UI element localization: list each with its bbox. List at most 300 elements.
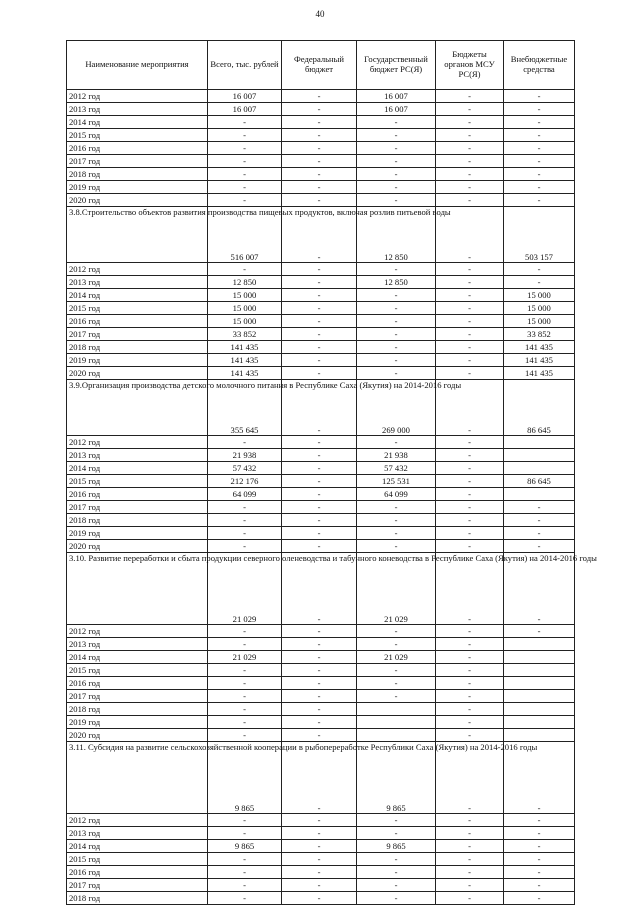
- year-row: [67, 690, 575, 703]
- cell-state: -: [357, 638, 436, 651]
- header-municipal-budget: Бюджеты органов МСУ РС(Я): [436, 41, 504, 90]
- cell-municipal: -: [436, 168, 504, 181]
- cell-state: -: [357, 142, 436, 155]
- cell-state: -: [357, 436, 436, 449]
- year-row: [67, 142, 575, 155]
- cell-extrabudgetary: -: [504, 142, 575, 155]
- cell-municipal: -: [436, 651, 504, 664]
- cell-extrabudgetary: 15 000: [504, 315, 575, 328]
- cell-extrabudgetary: [504, 716, 575, 729]
- cell-federal: -: [282, 488, 357, 501]
- cell-state: -: [357, 827, 436, 840]
- cell-total: -: [208, 436, 282, 449]
- cell-extrabudgetary: -: [504, 263, 575, 276]
- cell-state: -: [357, 263, 436, 276]
- cell-state: [357, 716, 436, 729]
- cell-total: -: [208, 866, 282, 879]
- cell-total: -: [208, 625, 282, 638]
- cell-extrabudgetary: [504, 488, 575, 501]
- year-row: [67, 168, 575, 181]
- year-row: [67, 103, 575, 116]
- cell-federal: -: [282, 155, 357, 168]
- year-row: [67, 462, 575, 475]
- cell-total: -: [208, 814, 282, 827]
- cell-municipal: -: [436, 540, 504, 553]
- cell-municipal: -: [436, 866, 504, 879]
- cell-federal: -: [282, 814, 357, 827]
- cell-federal: -: [282, 341, 357, 354]
- cell-extrabudgetary: -: [504, 540, 575, 553]
- cell-activity: 2017 год: [67, 501, 208, 514]
- cell-extrabudgetary: -: [504, 853, 575, 866]
- cell-municipal: -: [436, 207, 504, 263]
- cell-municipal: -: [436, 315, 504, 328]
- cell-federal: -: [282, 129, 357, 142]
- cell-municipal: -: [436, 514, 504, 527]
- cell-activity: 2015 год: [67, 129, 208, 142]
- cell-extrabudgetary: -: [504, 90, 575, 103]
- year-row: [67, 116, 575, 129]
- cell-federal: -: [282, 207, 357, 263]
- cell-federal: -: [282, 328, 357, 341]
- cell-municipal: -: [436, 194, 504, 207]
- year-row: [67, 840, 575, 853]
- year-row: [67, 341, 575, 354]
- cell-activity: 2013 год: [67, 103, 208, 116]
- cell-extrabudgetary: [504, 677, 575, 690]
- cell-federal: -: [282, 475, 357, 488]
- year-row: [67, 866, 575, 879]
- cell-federal: -: [282, 367, 357, 380]
- cell-federal: -: [282, 90, 357, 103]
- cell-activity: 2016 год: [67, 142, 208, 155]
- cell-municipal: -: [436, 690, 504, 703]
- cell-state: 16 007: [357, 103, 436, 116]
- cell-extrabudgetary: 141 435: [504, 341, 575, 354]
- cell-activity: 2018 год: [67, 514, 208, 527]
- year-row: [67, 625, 575, 638]
- cell-total: 15 000: [208, 315, 282, 328]
- cell-extrabudgetary: [504, 651, 575, 664]
- cell-state: -: [357, 690, 436, 703]
- cell-total: 141 435: [208, 367, 282, 380]
- cell-activity: 2018 год: [67, 703, 208, 716]
- year-row: [67, 827, 575, 840]
- cell-total: -: [208, 638, 282, 651]
- cell-state: -: [357, 514, 436, 527]
- cell-extrabudgetary: [504, 690, 575, 703]
- cell-total: 33 852: [208, 328, 282, 341]
- cell-state: 12 850: [357, 276, 436, 289]
- cell-activity: 2014 год: [67, 840, 208, 853]
- cell-extrabudgetary: -: [504, 194, 575, 207]
- cell-total: -: [208, 703, 282, 716]
- cell-extrabudgetary: -: [504, 879, 575, 892]
- cell-total: -: [208, 827, 282, 840]
- header-state-budget: Государственный бюджет РС(Я): [357, 41, 436, 90]
- cell-state: -: [357, 625, 436, 638]
- cell-municipal: -: [436, 181, 504, 194]
- cell-state: 9 865: [357, 840, 436, 853]
- year-row: [67, 716, 575, 729]
- cell-activity: 2013 год: [67, 449, 208, 462]
- cell-federal: -: [282, 716, 357, 729]
- cell-activity: 2017 год: [67, 690, 208, 703]
- cell-extrabudgetary: -: [504, 514, 575, 527]
- cell-state: -: [357, 155, 436, 168]
- cell-state: -: [357, 892, 436, 905]
- cell-federal: -: [282, 690, 357, 703]
- cell-federal: -: [282, 677, 357, 690]
- cell-total: 516 007: [208, 207, 282, 263]
- cell-activity: 2015 год: [67, 853, 208, 866]
- cell-state: -: [357, 866, 436, 879]
- cell-state: -: [357, 501, 436, 514]
- cell-total: -: [208, 879, 282, 892]
- cell-federal: -: [282, 553, 357, 625]
- cell-activity: 3.11. Субсидия на развитие сельскохозяйственной кооперации в рыбопереработке Республики Саха (Якутия) на 2014-2016 годы: [67, 742, 208, 814]
- cell-federal: -: [282, 116, 357, 129]
- cell-activity: 2020 год: [67, 729, 208, 742]
- cell-federal: -: [282, 866, 357, 879]
- cell-state: -: [357, 328, 436, 341]
- cell-extrabudgetary: 86 645: [504, 380, 575, 436]
- year-row: [67, 879, 575, 892]
- year-row: [67, 90, 575, 103]
- cell-federal: -: [282, 302, 357, 315]
- cell-federal: -: [282, 380, 357, 436]
- cell-state: -: [357, 677, 436, 690]
- cell-state: -: [357, 341, 436, 354]
- cell-activity: 2017 год: [67, 328, 208, 341]
- cell-total: 21 029: [208, 651, 282, 664]
- cell-state: -: [357, 116, 436, 129]
- cell-state: 12 850: [357, 207, 436, 263]
- cell-municipal: -: [436, 129, 504, 142]
- cell-federal: -: [282, 625, 357, 638]
- year-row: [67, 354, 575, 367]
- cell-total: -: [208, 514, 282, 527]
- cell-federal: -: [282, 436, 357, 449]
- cell-activity: 2018 год: [67, 341, 208, 354]
- cell-federal: -: [282, 289, 357, 302]
- cell-federal: -: [282, 142, 357, 155]
- year-row: [67, 892, 575, 905]
- cell-state: -: [357, 664, 436, 677]
- year-row: [67, 181, 575, 194]
- cell-extrabudgetary: 15 000: [504, 289, 575, 302]
- cell-state: -: [357, 354, 436, 367]
- page-number: 40: [315, 9, 325, 19]
- cell-total: -: [208, 892, 282, 905]
- cell-activity: 2012 год: [67, 625, 208, 638]
- cell-activity: 2019 год: [67, 354, 208, 367]
- cell-activity: 2020 год: [67, 540, 208, 553]
- year-row: [67, 276, 575, 289]
- cell-extrabudgetary: [504, 449, 575, 462]
- cell-municipal: -: [436, 664, 504, 677]
- cell-extrabudgetary: -: [504, 276, 575, 289]
- cell-federal: -: [282, 354, 357, 367]
- year-row: [67, 302, 575, 315]
- cell-activity: 2014 год: [67, 116, 208, 129]
- cell-state: -: [357, 302, 436, 315]
- year-row: [67, 367, 575, 380]
- cell-municipal: -: [436, 380, 504, 436]
- cell-total: -: [208, 690, 282, 703]
- cell-state: -: [357, 168, 436, 181]
- section-row: [67, 207, 575, 263]
- cell-activity: 2016 год: [67, 677, 208, 690]
- cell-total: -: [208, 716, 282, 729]
- cell-total: -: [208, 853, 282, 866]
- cell-activity: 2017 год: [67, 155, 208, 168]
- year-row: [67, 501, 575, 514]
- cell-activity: 3.9.Организация производства детского молочного питания в Республике Саха (Якутия) на 2014-2016 годы: [67, 380, 208, 436]
- cell-extrabudgetary: [504, 638, 575, 651]
- year-row: [67, 638, 575, 651]
- cell-federal: -: [282, 840, 357, 853]
- cell-activity: 2016 год: [67, 315, 208, 328]
- cell-extrabudgetary: [504, 462, 575, 475]
- cell-total: 16 007: [208, 103, 282, 116]
- cell-extrabudgetary: -: [504, 553, 575, 625]
- cell-activity: 2018 год: [67, 168, 208, 181]
- cell-extrabudgetary: -: [504, 181, 575, 194]
- cell-municipal: -: [436, 742, 504, 814]
- cell-total: 141 435: [208, 354, 282, 367]
- cell-municipal: -: [436, 501, 504, 514]
- cell-municipal: -: [436, 328, 504, 341]
- year-row: [67, 475, 575, 488]
- year-row: [67, 540, 575, 553]
- cell-extrabudgetary: -: [504, 840, 575, 853]
- cell-activity: 2013 год: [67, 638, 208, 651]
- cell-activity: 2014 год: [67, 289, 208, 302]
- cell-activity: 2019 год: [67, 716, 208, 729]
- header-extrabudgetary: Внебюджетные средства: [504, 41, 575, 90]
- year-row: [67, 263, 575, 276]
- cell-federal: -: [282, 315, 357, 328]
- cell-state: 9 865: [357, 742, 436, 814]
- table-header-row: [67, 41, 575, 90]
- section-row: [67, 380, 575, 436]
- cell-municipal: -: [436, 103, 504, 116]
- cell-state: [357, 729, 436, 742]
- cell-municipal: -: [436, 527, 504, 540]
- cell-activity: 2015 год: [67, 664, 208, 677]
- cell-activity: 2017 год: [67, 879, 208, 892]
- cell-state: [357, 703, 436, 716]
- cell-municipal: -: [436, 116, 504, 129]
- cell-total: 16 007: [208, 90, 282, 103]
- header-federal-budget: Федеральный бюджет: [282, 41, 357, 90]
- year-row: [67, 514, 575, 527]
- cell-total: -: [208, 194, 282, 207]
- cell-total: -: [208, 677, 282, 690]
- cell-federal: -: [282, 168, 357, 181]
- year-row: [67, 449, 575, 462]
- cell-state: -: [357, 129, 436, 142]
- cell-activity: 2019 год: [67, 527, 208, 540]
- cell-extrabudgetary: -: [504, 527, 575, 540]
- cell-state: -: [357, 540, 436, 553]
- cell-activity: 2012 год: [67, 90, 208, 103]
- cell-federal: -: [282, 703, 357, 716]
- cell-extrabudgetary: [504, 729, 575, 742]
- financing-table: [66, 40, 597, 905]
- cell-total: 141 435: [208, 341, 282, 354]
- cell-total: -: [208, 263, 282, 276]
- cell-extrabudgetary: 141 435: [504, 367, 575, 380]
- cell-federal: -: [282, 501, 357, 514]
- cell-municipal: -: [436, 625, 504, 638]
- cell-activity: 2020 год: [67, 194, 208, 207]
- cell-federal: -: [282, 651, 357, 664]
- cell-extrabudgetary: 141 435: [504, 354, 575, 367]
- cell-federal: -: [282, 879, 357, 892]
- cell-activity: 2016 год: [67, 488, 208, 501]
- cell-extrabudgetary: -: [504, 116, 575, 129]
- year-row: [67, 729, 575, 742]
- cell-state: -: [357, 879, 436, 892]
- cell-total: -: [208, 540, 282, 553]
- cell-total: 9 865: [208, 840, 282, 853]
- cell-municipal: -: [436, 142, 504, 155]
- cell-state: 21 938: [357, 449, 436, 462]
- cell-state: 16 007: [357, 90, 436, 103]
- cell-extrabudgetary: -: [504, 892, 575, 905]
- cell-extrabudgetary: [504, 664, 575, 677]
- year-row: [67, 651, 575, 664]
- cell-federal: -: [282, 449, 357, 462]
- cell-extrabudgetary: -: [504, 814, 575, 827]
- cell-total: 21 938: [208, 449, 282, 462]
- cell-municipal: -: [436, 729, 504, 742]
- cell-municipal: -: [436, 879, 504, 892]
- year-row: [67, 436, 575, 449]
- year-row: [67, 488, 575, 501]
- cell-activity: 2019 год: [67, 181, 208, 194]
- section-row: [67, 742, 575, 814]
- table-body: [67, 90, 597, 905]
- cell-extrabudgetary: [504, 703, 575, 716]
- year-row: [67, 527, 575, 540]
- cell-total: 57 432: [208, 462, 282, 475]
- cell-activity: 2018 год: [67, 892, 208, 905]
- cell-total: 9 865: [208, 742, 282, 814]
- cell-state: -: [357, 289, 436, 302]
- cell-state: 64 099: [357, 488, 436, 501]
- cell-municipal: -: [436, 488, 504, 501]
- cell-activity: 2012 год: [67, 436, 208, 449]
- year-row: [67, 664, 575, 677]
- cell-extrabudgetary: -: [504, 625, 575, 638]
- cell-municipal: -: [436, 892, 504, 905]
- cell-total: -: [208, 116, 282, 129]
- cell-federal: -: [282, 638, 357, 651]
- cell-federal: -: [282, 853, 357, 866]
- cell-total: -: [208, 181, 282, 194]
- cell-municipal: -: [436, 155, 504, 168]
- year-row: [67, 194, 575, 207]
- cell-activity: 2015 год: [67, 302, 208, 315]
- cell-total: -: [208, 729, 282, 742]
- cell-total: 15 000: [208, 302, 282, 315]
- cell-municipal: -: [436, 90, 504, 103]
- year-row: [67, 328, 575, 341]
- year-row: [67, 703, 575, 716]
- year-row: [67, 129, 575, 142]
- year-row: [67, 853, 575, 866]
- cell-municipal: -: [436, 814, 504, 827]
- cell-total: 15 000: [208, 289, 282, 302]
- cell-municipal: -: [436, 289, 504, 302]
- cell-total: -: [208, 501, 282, 514]
- header-total: Всего, тыс. рублей: [208, 41, 282, 90]
- cell-activity: 2013 год: [67, 276, 208, 289]
- cell-activity: 2012 год: [67, 814, 208, 827]
- cell-federal: -: [282, 103, 357, 116]
- cell-federal: -: [282, 664, 357, 677]
- cell-municipal: -: [436, 341, 504, 354]
- cell-municipal: -: [436, 840, 504, 853]
- cell-total: 212 176: [208, 475, 282, 488]
- cell-federal: -: [282, 263, 357, 276]
- year-row: [67, 814, 575, 827]
- cell-federal: -: [282, 462, 357, 475]
- cell-municipal: -: [436, 302, 504, 315]
- cell-federal: -: [282, 514, 357, 527]
- cell-extrabudgetary: -: [504, 866, 575, 879]
- cell-municipal: -: [436, 367, 504, 380]
- cell-federal: -: [282, 729, 357, 742]
- cell-extrabudgetary: [504, 436, 575, 449]
- cell-federal: -: [282, 276, 357, 289]
- cell-state: 21 029: [357, 651, 436, 664]
- cell-extrabudgetary: -: [504, 129, 575, 142]
- cell-activity: 2012 год: [67, 263, 208, 276]
- cell-total: 12 850: [208, 276, 282, 289]
- cell-state: -: [357, 527, 436, 540]
- cell-municipal: -: [436, 436, 504, 449]
- cell-total: -: [208, 155, 282, 168]
- cell-extrabudgetary: -: [504, 742, 575, 814]
- cell-total: -: [208, 129, 282, 142]
- year-row: [67, 155, 575, 168]
- cell-state: -: [357, 367, 436, 380]
- cell-extrabudgetary: -: [504, 103, 575, 116]
- cell-activity: 3.8.Строительство объектов развития производства пищевых продуктов, включая розлив питьевой воды: [67, 207, 208, 263]
- cell-federal: -: [282, 892, 357, 905]
- cell-extrabudgetary: 86 645: [504, 475, 575, 488]
- cell-state: -: [357, 853, 436, 866]
- cell-state: 57 432: [357, 462, 436, 475]
- cell-municipal: -: [436, 638, 504, 651]
- cell-total: 355 645: [208, 380, 282, 436]
- cell-total: -: [208, 168, 282, 181]
- cell-extrabudgetary: -: [504, 155, 575, 168]
- cell-state: -: [357, 814, 436, 827]
- cell-activity: 3.10. Развитие переработки и сбыта продукции северного оленеводства и табунного коневодства в Республике Саха (Якутия) на 2014-2016 годы: [67, 553, 208, 625]
- cell-municipal: -: [436, 475, 504, 488]
- cell-municipal: -: [436, 462, 504, 475]
- cell-extrabudgetary: 503 157: [504, 207, 575, 263]
- cell-municipal: -: [436, 553, 504, 625]
- cell-municipal: -: [436, 263, 504, 276]
- cell-total: -: [208, 664, 282, 677]
- header-activity-name: Наименование мероприятия: [67, 41, 208, 90]
